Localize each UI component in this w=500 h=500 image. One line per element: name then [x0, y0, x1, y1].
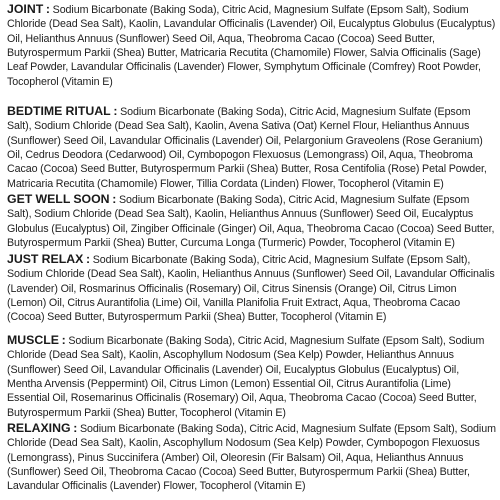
- product-name: MUSCLE: [7, 333, 59, 347]
- ingredient-list: Sodium Bicarbonate (Baking Soda), Citric Acid, Magnesium Sulfate (Epsom Salt), Sodium Chloride (Dead Sea Salt), Kaolin, Helianthus Annuus (Sunflower) Seed Oil, Lavandular Officinalis (Lavender) Oil, Rosmarinus Officinalis (Rosemary) Oil, Citrus Sinensis (Orange) Oil, Citrus Limon (Lemon) Oil, Citrus Aurantifolia (Lime) Oil, Vanilla Planifolia Fruit Extract, Aqua, Theobroma Cacao (Cocoa) Seed Butter, Butyrospermum Parkii (Shea) Butter, Tocopherol (Vitamin E): [7, 254, 495, 324]
- name-separator: :: [112, 192, 117, 206]
- ingredient-section-get-well-soon: [7, 192, 496, 250]
- ingredient-list: Sodium Bicarbonate (Baking Soda), Citric Acid, Magnesium Sulfate (Epsom Salt), Sodium Chloride (Dead Sea Salt), Kaolin, Ascophyllum Nodosum (Sea Kelp) Powder, Cymbopogon Flexuosus (Lemongrass), Pinus Succinifera (Amber) Oil, Oleoresin (Fir Balsam) Oil, Aqua, Helianthus Annuus (Sunflower) Seed Oil, Theobroma Cacao (Cocoa) Seed Butter, Butyrospermum Parkii (Shea) Butter, Lavandular Officinalis (Lavender) Flower, Tocopherol (Vitamin E): [7, 423, 496, 493]
- ingredient-list: Sodium Bicarbonate (Baking Soda), Citric Acid, Magnesium Sulfate (Epsom Salt), Sodium Chloride (Dead Sea Salt), Kaolin, Lavandular Officinalis (Lavender) Oil, Eucalyptus Globulus (Eucalyptus) Oil, Helianthus Annuus (Sunflower) Seed Oil, Aqua, Theobroma Cacao (Cocoa) Seed Butter, Butyrospermum Parkii (Shea) Butter, Matricaria Recutita (Chamomile) Flower, Salvia Officinalis (Sage) Leaf Powder, Lavandular Officinalis (Lavender) Flower, Symphytum Officinale (Comfrey) Root Powder, Tocopherol (Vitamin E): [7, 4, 496, 88]
- product-name: BEDTIME RITUAL: [7, 104, 111, 118]
- name-separator: :: [86, 252, 91, 266]
- name-separator: :: [45, 2, 50, 16]
- ingredient-section-just-relax: [7, 252, 496, 325]
- ingredient-section-joint: [7, 2, 496, 89]
- name-separator: :: [73, 421, 78, 435]
- ingredient-list: Sodium Bicarbonate (Baking Soda), Citric Acid, Magnesium Sulfate (Epsom Salt), Sodium Chloride (Dead Sea Salt), Kaolin, Helianthus Annuus (Sunflower) Seed Oil, Eucalyptus Globulus (Eucalyptus) Oil, Zingiber Officinale (Ginger) Oil, Aqua, Theobroma Cacao (Cocoa) Seed Butter, Butyrospermum Parkii (Shea) Butter, Curcuma Longa (Turmeric) Powder, Tocopherol (Vitamin E): [7, 194, 495, 250]
- ingredient-list: Sodium Bicarbonate (Baking Soda), Citric Acid, Magnesium Sulfate (Epsom Salt), Sodium Chloride (Dead Sea Salt), Kaolin, Avena Sativa (Oat) Kernel Flour, Helianthus Annuus (Sunflower) Seed Oil, Lavandular Officinalis (Lavender) Oil, Pelargonium Graveolens (Rose Geranium) Oil, Cedrus Deodora (Cedarwood) Oil, Cymbopogon Flexuosus (Lemongrass) Oil, Aqua, Theobroma Cacao (Cocoa) Seed Butter, Butyrospermum Parkii (Shea) Butter, Rosa Centifolia (Rose) Petal Powder, Matricaria Recutita (Chamomile) Flower, Tillia Cordata (Linden) Flower, Tocopherol (Vitamin E): [7, 106, 487, 190]
- product-name: RELAXING: [7, 421, 71, 435]
- ingredient-section-relaxing: [7, 421, 496, 494]
- product-name: GET WELL SOON: [7, 192, 110, 206]
- ingredient-section-bedtime-ritual: [7, 104, 496, 191]
- product-name: JOINT: [7, 2, 44, 16]
- name-separator: :: [113, 104, 118, 118]
- ingredient-section-muscle: [7, 333, 496, 420]
- ingredient-list: Sodium Bicarbonate (Baking Soda), Citric Acid, Magnesium Sulfate (Epsom Salt), Sodium Chloride (Dead Sea Salt), Kaolin, Ascophyllum Nodosum (Sea Kelp) Powder, Helianthus Annuus (Sunflower) Seed Oil, Lavandular Officinalis (Lavender) Oil, Eucalyptus Globulus (Eucalyptus) Oil, Mentha Arvensis (Peppermint) Oil, Citrus Limon (Lemon) Essential Oil, Citrus Aurantifolia (Lime) Essential Oil, Rosemarinus Officinalis (Rosemary) Oil, Aqua, Theobroma Cacao (Cocoa) Seed Butter, Butyrospermum Parkii (Shea) Butter, Tocopherol (Vitamin E): [7, 335, 485, 419]
- product-name: JUST RELAX: [7, 252, 84, 266]
- name-separator: :: [61, 333, 66, 347]
